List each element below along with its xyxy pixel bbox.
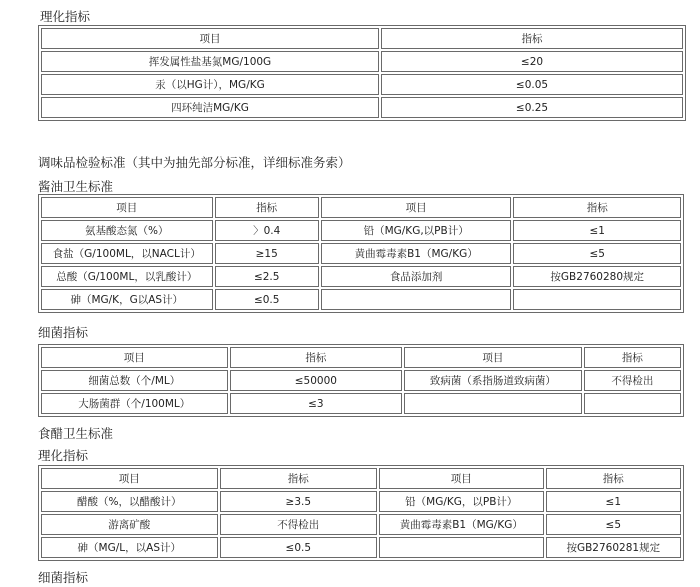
table-cell: 游离矿酸	[41, 514, 218, 535]
table-cell: 铅（MG/KG，以PB计）	[379, 491, 544, 512]
table-cell: ≤50000	[230, 370, 403, 391]
table-cell: 不得检出	[220, 514, 377, 535]
table-cell: ≥15	[215, 243, 319, 264]
column-header: 指标	[215, 197, 319, 218]
table-cell: ≤0.5	[215, 289, 319, 310]
table-cell	[513, 289, 681, 310]
table-cell: 醋酸（%，以醋酸计）	[41, 491, 218, 512]
column-header: 指标	[546, 468, 681, 489]
table-cell: 汞（以HG计），MG/KG	[41, 74, 379, 95]
table-cell: 细菌总数（个/ML）	[41, 370, 228, 391]
table-cell: ≤1	[546, 491, 681, 512]
table-cell: 砷（MG/K，G以AS计）	[41, 289, 213, 310]
table-row	[41, 491, 681, 512]
heading-physicochemical-1: 理化指标	[40, 9, 91, 24]
table-soy-sauce	[38, 194, 684, 313]
column-header: 项目	[41, 28, 379, 49]
table-cell: ≤2.5	[215, 266, 319, 287]
table-cell: 砷（MG/L，以AS计）	[41, 537, 218, 558]
table-row	[41, 393, 681, 414]
table-vinegar	[38, 465, 684, 561]
heading-vinegar-standard: 食醋卫生标准	[38, 426, 114, 441]
table-cell: ≤1	[513, 220, 681, 241]
column-header: 项目	[321, 197, 512, 218]
column-header: 指标	[230, 347, 403, 368]
table-cell: 不得检出	[584, 370, 681, 391]
column-header: 项目	[41, 468, 218, 489]
column-header: 指标	[381, 28, 683, 49]
table-row	[41, 74, 683, 95]
table-cell: 〉0.4	[215, 220, 319, 241]
table-cell: 按GB2760281规定	[546, 537, 681, 558]
heading-soy-sauce-standard: 酱油卫生标准	[38, 179, 114, 194]
table-cell: ≤3	[230, 393, 403, 414]
table-cell: 致病菌（系指肠道致病菌）	[404, 370, 582, 391]
table-cell	[379, 537, 544, 558]
table-cell: 挥发属性盐基氮MG/100G	[41, 51, 379, 72]
table-physicochemical-1	[38, 25, 686, 121]
table-cell: 四环纯洁MG/KG	[41, 97, 379, 118]
table-cell: ≥3.5	[220, 491, 377, 512]
column-header: 指标	[220, 468, 377, 489]
heading-bacteria-2: 细菌指标	[38, 570, 89, 585]
table-cell: ≤5	[513, 243, 681, 264]
heading-physicochemical-2: 理化指标	[38, 448, 89, 463]
column-header: 指标	[513, 197, 681, 218]
table-cell: 黄曲霉毒素B1（MG/KG）	[321, 243, 512, 264]
column-header: 项目	[41, 347, 228, 368]
table-cell	[584, 393, 681, 414]
table-cell: 食盐（G/100ML，以NACL计）	[41, 243, 213, 264]
table-bacteria-1	[38, 344, 684, 417]
table-row	[41, 514, 681, 535]
table-row	[41, 370, 681, 391]
table-cell: 大肠菌群（个/100ML）	[41, 393, 228, 414]
column-header: 项目	[404, 347, 582, 368]
table-cell: ≤5	[546, 514, 681, 535]
table-cell: ≤20	[381, 51, 683, 72]
table-cell	[404, 393, 582, 414]
table-row	[41, 97, 683, 118]
table-cell: 食品添加剂	[321, 266, 512, 287]
table-cell: ≤0.05	[381, 74, 683, 95]
table-cell: 氨基酸态氮（%）	[41, 220, 213, 241]
table-cell	[321, 289, 512, 310]
table-row	[41, 266, 681, 287]
table-row	[41, 243, 681, 264]
table-row	[41, 220, 681, 241]
table-cell: 按GB2760280规定	[513, 266, 681, 287]
column-header: 项目	[41, 197, 213, 218]
table-cell: ≤0.5	[220, 537, 377, 558]
table-row	[41, 537, 681, 558]
table-cell: 铅（MG/KG,以PB计）	[321, 220, 512, 241]
table-row	[41, 289, 681, 310]
table-cell: 黄曲霉毒素B1（MG/KG）	[379, 514, 544, 535]
heading-bacteria-1: 细菌指标	[38, 325, 89, 340]
table-row	[41, 51, 683, 72]
table-cell: 总酸（G/100ML，以乳酸计）	[41, 266, 213, 287]
column-header: 指标	[584, 347, 681, 368]
table-cell: ≤0.25	[381, 97, 683, 118]
heading-condiment-standard: 调味品检验标准（其中为抽先部分标准，详细标准务索）	[38, 155, 351, 170]
column-header: 项目	[379, 468, 544, 489]
